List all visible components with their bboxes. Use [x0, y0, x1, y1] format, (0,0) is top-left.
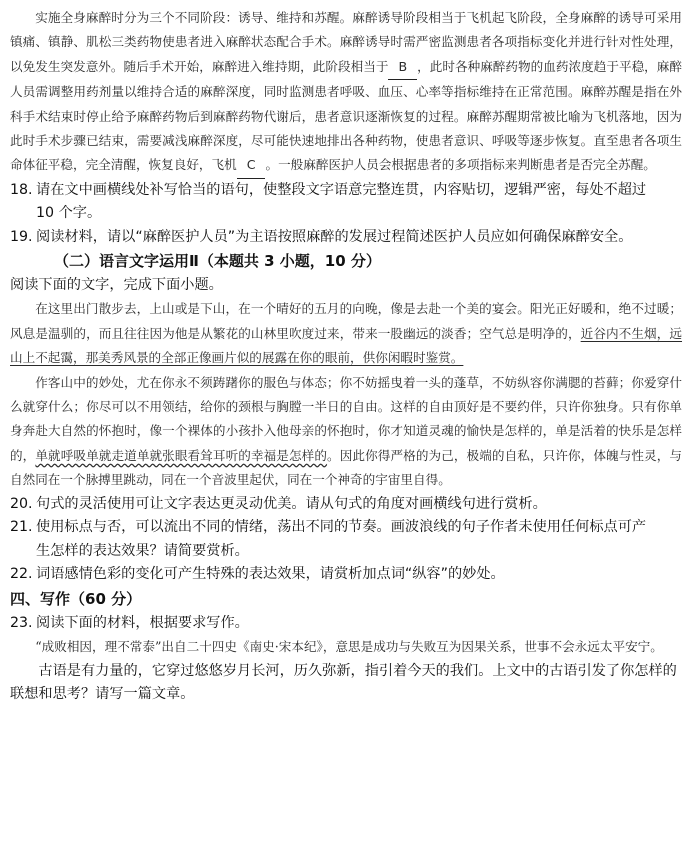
passage-text: 作客山中的妙处，尤在你永不须踌躇你的服色与体态；你不妨摇曳着一头的蓬草，不妨纵容你满腮的苔藓；你爱穿什么就穿什么；你尽可以不用领结，给你的颈根与胸膛一半日的自由。这样的自由顶好是不要约伴，只许你独身。只有你单身奔赴大自然的怀抱时，像一个裸体的小孩扑入他母亲的怀抱时，你才知道灵魂的愉快是怎样的，单是活着的快乐是怎样的， — [10, 374, 682, 463]
section-4-title: 四、写作（60 分） — [10, 589, 142, 608]
question-19 — [10, 226, 682, 250]
question-number: 22. — [10, 566, 33, 583]
mountain-passage-p1 — [10, 297, 682, 370]
question-text: 使用标点与否，可以流出不同的情绪，荡出不同的节奏。画波浪线的句子作者未使用任何标点可产 — [36, 519, 647, 536]
question-number: 23. — [10, 614, 33, 631]
question-text: 10 个字。 — [36, 205, 102, 222]
writing-prompt: 古语是有力量的，它穿过悠悠岁月长河，历久弥新，指引着今天的我们。上文中的古语引发了你怎样的联想和思考？请写一篇文章。 — [10, 662, 677, 702]
question-number: 18. — [10, 181, 33, 198]
blank-b[interactable]: B — [388, 55, 417, 80]
question-text: 阅读下面的材料，根据要求写作。 — [36, 614, 249, 631]
question-number: 19. — [10, 228, 33, 245]
anesthesia-passage — [10, 6, 682, 179]
question-21-cont — [10, 540, 682, 564]
question-20 — [10, 493, 682, 517]
question-text: 词语感情色彩的变化可产生特殊的表达效果，请赏析加点词“纵容”的妙处。 — [36, 566, 505, 583]
section-2-instruction: 阅读下面的文字，完成下面小题。 — [10, 277, 223, 294]
question-text: 生怎样的表达效果？请简要赏析。 — [36, 542, 249, 559]
question-18-cont — [10, 202, 682, 226]
question-18 — [10, 179, 682, 203]
wavy-underlined-sentence: 单就呼吸单就走道单就张眼看耸耳听的幸福是怎样的 — [35, 447, 328, 463]
section-2-title: （二）语言文字运用Ⅱ（本题共 3 小题，10 分） — [54, 252, 381, 271]
question-number: 20. — [10, 495, 33, 512]
question-22 — [10, 563, 682, 587]
passage-text: 在这里出门散步去，上山或是下山，在一个晴好的五月的向晚，像是去赴一个美的宴会。阳光正好暖和，绝不过暖；风息是温驯的，而且往往因为他是从繁花的山林里吹度过来，带来一股幽远的淡香；空气总是明净的， — [10, 301, 682, 341]
blank-c[interactable]: C — [237, 153, 266, 178]
passage-text-a: 实施全身麻醉时分为三个不同阶段：诱导、维持和苏醒。麻醉诱导阶段相当于飞机起飞阶段，全身麻醉的诱导可采用镇痛、镇静、肌松三类药物使患者进入麻醉状态配合手术。麻醉诱导时需严密监测患者各项指标变化并进行针对性处理，以免发生突发意外。随后手术开始，麻醉进入维持期，此阶段相当于 — [10, 10, 682, 74]
underlined-sentence: 近谷内不生烟，远山上不起霭，那美秀风景的全部正像画片似的展露在你的眼前，供你闲暇时鉴赏。 — [10, 325, 683, 366]
question-text: 阅读材料，请以“麻醉医护人员”为主语按照麻醉的发展过程简述医护人员应如何确保麻醉安全。 — [36, 228, 633, 245]
question-23 — [10, 612, 682, 636]
question-text: 句式的灵活使用可让文字表达更灵动优美。请从句式的角度对画横线句进行赏析。 — [36, 495, 547, 512]
question-text: 请在文中画横线处补写恰当的语句，使整段文字语意完整连贯，内容贴切，逻辑严密，每处不超过 — [36, 181, 647, 198]
question-21 — [10, 516, 682, 540]
passage-text: 。因此你得严格的为己，极端的自私，只许你，体魄与性灵，与自然同在一个脉搏里跳动，同在一个音波里起伏，同在一个神奇的宇宙里自得。 — [10, 447, 683, 488]
mountain-passage-p2 — [10, 371, 682, 493]
passage-text-c: 。一般麻醉医护人员会根据患者的多项指标来判断患者是否完全苏醒。 — [265, 157, 656, 173]
question-number: 21. — [10, 519, 33, 536]
passage-text-b: ，此时各种麻醉药物的血药浓度趋于平稳，麻醉人员需调整用药剂量以维持合适的麻醉深度，同时监测患者呼吸、血压、心率等指标维持在正常范围。麻醉苏醒是指在外科手术结束时停止给予麻醉药物后到麻醉药物代谢后，患者意识逐渐恢复的过程。麻醉苏醒期常被比喻为飞机落地，因为此时手术步骤已结束，需要减浅麻醉深度，尽可能快速地排出各种药物，使患者意识、呼吸等逐步恢复。直至患者各项生命体征平稳，完全清醒，恢复良好，飞机 — [10, 58, 683, 173]
writing-material: “成败相因，理不常泰”出自二十四史《南史·宋本纪》，意思是成功与失败互为因果关系，世事不会永远太平安宁。 — [35, 639, 663, 655]
